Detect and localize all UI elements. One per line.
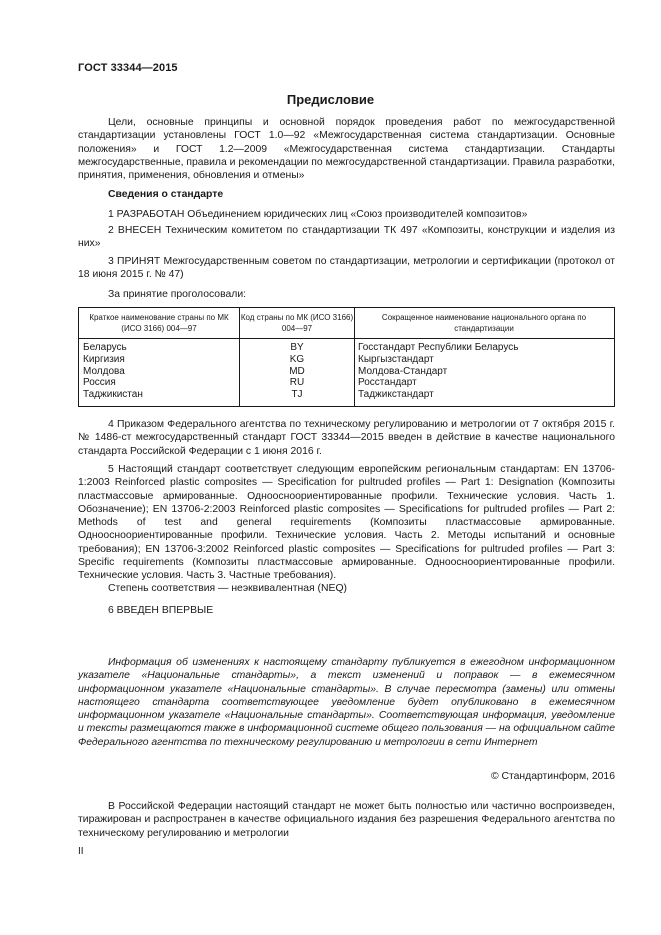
page-title: Предисловие — [286, 92, 375, 107]
standard-code-header: ГОСТ 33344—2015 — [78, 62, 178, 74]
item-4: 4 Приказом Федерального агентства по техническому регулированию и метрологии от 7 октября 2015 г. № 1486-ст межгосударственный стандарт ГОСТ 33344—2015 введен в действие в качестве национального стандарта Российской Федерации с 1 июня 2016 г. — [78, 419, 615, 457]
item-3: 3 ПРИНЯТ Межгосударственным советом по стандартизации, метрологии и сертификации (протокол от 18 июня 2015 г. № 47) — [78, 256, 615, 281]
table-header-country: Краткое наименование страны по МК (ИСО 3166) 004—97 — [79, 308, 239, 339]
intro-paragraph: Цели, основные принципы и основной порядок проведения работ по межгосударственной стандартизации установлены ГОСТ 1.0—92 «Межгосударственная система стандартизации. Основные положения» и ГОСТ 1.2—2009 «Межгосударственная система стандартизации. Стандарты межгосударственные, правила и рекомендации по межгосударственной стандартизации. Правила разработки, принятия, применения, обновления и отмены» — [78, 117, 615, 182]
voting-table — [78, 307, 615, 407]
table-cell-body: Кыргызстандарт — [358, 353, 434, 365]
table-header-body: Сокращенное наименование национального органа по стандартизации — [354, 308, 614, 339]
reproduction-notice: В Российской Федерации настоящий стандарт не может быть полностью или частично воспроизведен, тиражирован и распространен в качестве официального издания без разрешения Федерального агентства по техническому регулированию и метрологии — [78, 801, 615, 839]
table-cell-country: Молдова — [83, 365, 125, 377]
table-col-country — [79, 308, 239, 406]
table-cell-code: TJ — [291, 389, 303, 401]
table-cell-country: Киргизия — [83, 353, 125, 365]
table-cell-country: Россия — [83, 377, 116, 389]
table-cell-country: Беларусь — [83, 342, 127, 353]
table-cell-body: Молдова-Стандарт — [358, 365, 448, 377]
item-2: 2 ВНЕСЕН Техническим комитетом по стандартизации ТК 497 «Композиты, конструкции и изделия из них» — [78, 225, 615, 250]
table-col-body — [354, 308, 614, 406]
item-6: 6 ВВЕДЕН ВПЕРВЫЕ — [108, 605, 214, 616]
table-cell-country: Таджикистан — [83, 389, 143, 401]
info-notice: Информация об изменениях к настоящему стандарту публикуется в ежегодном информационном указателе «Национальные стандарты», а текст изменений и поправок — в ежемесячном информационном указателе «Национальные стандарты». В случае пересмотра (замены) или отмены настоящего стандарта соответствующее уведомление будет опубликовано в ежемесячном информационном указателе «Национальные стандарты». Соответствующая информация, уведомление и тексты размещаются также в информационной системе общего пользования — на официальном сайте Федерального агентства по техническому регулированию и метрологии в сети Интернет — [78, 657, 615, 748]
copyright: © Стандартинформ, 2016 — [490, 771, 615, 782]
table-cell-code: BY — [290, 342, 304, 353]
voted-label: За принятие проголосовали: — [108, 289, 247, 300]
table-cell-body: Госстандарт Республики Беларусь — [358, 342, 519, 353]
table-col-code — [239, 308, 355, 406]
item-5-degree: Степень соответствия — неэквивалентная (NEQ) — [108, 583, 347, 594]
table-header-code: Код страны по МК (ИСО 3166) 004—97 — [240, 308, 354, 339]
table-cell-body: Таджикстандарт — [358, 389, 434, 401]
page-number: II — [78, 846, 84, 857]
table-cell-code: KG — [289, 353, 305, 365]
table-cell-code: RU — [289, 377, 305, 389]
item-1: 1 РАЗРАБОТАН Объединением юридических лиц «Союз производителей композитов» — [108, 209, 528, 220]
table-cell-body: Росстандарт — [358, 377, 417, 389]
table-cell-code: MD — [289, 365, 305, 377]
section-title: Сведения о стандарте — [108, 189, 224, 200]
item-5: 5 Настоящий стандарт соответствует следующим европейским региональным стандартам: EN 13706-1:2003 Reinforced plastic composites — Specification for pultruded profiles — Part 1: Designation (Композиты пластмассовые армированные. Одноосноориентированные профили. Технические условия. Часть 1. Обозначение); EN 13706-2:2003 Reinforced plastic composites — Specifications for pultruded profiles — Part 2: Methods of test and general requirements (Композиты пластмассовые армированные. Одноосноориентированные профили. Технические условия. Часть 2. Методы испытаний и основные требования); EN 13706-3:2002 Reinforced plastic composites — Specifications for pultruded profiles — Part 3: Specific requirements (Композиты пластмассовые армированные. Одноосноориентированные профили. Технические условия. Часть 3. Частные требования). — [78, 464, 615, 582]
